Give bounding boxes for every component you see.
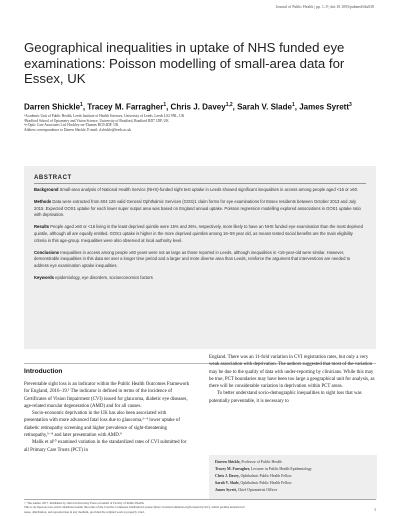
author-role-line <box>215 480 371 487</box>
right-column <box>209 354 377 405</box>
running-head: Journal of Public Health | pp. 1–9 | doi:10.1093/pubmed/fdu038 <box>275 5 374 9</box>
body-paragraph: Socio-economic deprivation in the UK has also been associated with presentation with more advanced fatal loss due to glaucoma,²⁻⁴ lower uptake of diabetic retinopathy screening and higher prevalence of sight-threatening retinopathy,⁵⁻⁸ and later presentation with AMD.⁹ <box>24 411 180 439</box>
abstract-text: Small-area analysis of National Health Service (NHS)-funded sight test uptake in Leeds showed significant inequalities in access among people aged <16 or ≥60. <box>58 187 359 192</box>
abstract-paragraph <box>34 187 366 194</box>
body-paragraph: Malik et al¹⁰ examined variation in the standardized rates of CVI submitted for all Primary Care Trusts (PCT) in <box>24 440 187 453</box>
footer-line: This is an Open Access article distributed under the terms of the Creative Commons Attribution License (http://creativecommons.org/licenses/by/4.0/), which permits unrestricted <box>24 505 245 510</box>
affiliation-line: ³e-Optic Care Associates Ltd, Hockley-on-Thames RG9 4DF, UK <box>24 123 119 128</box>
author-role-title: Lecturer in Public Health Epidemiology <box>250 467 312 471</box>
left-column <box>24 381 190 454</box>
page-number: 1 <box>374 507 376 512</box>
keywords-text: epidemiology, eye disorders, socioeconomics factors <box>54 274 153 280</box>
footer-line: reuse, distribution, and reproduction in any medium, provided the original work is properly cited. <box>24 509 145 514</box>
author-role-title: Chief Optometrist Officer <box>236 488 278 492</box>
author-role-name: Sarah V. Slade, <box>215 481 240 485</box>
abstract-body <box>34 187 366 287</box>
author-sep: , <box>294 102 300 112</box>
correspondence-line: Address correspondence to Darren Shickle, E-mail: d.shickle@leeds.ac.uk <box>24 128 132 133</box>
abstract-heading: ABSTRACT <box>34 175 72 181</box>
body-paragraph: Preventable sight loss is an indicator within the Public Health Outcomes Framework for England, 2016–19.¹ The indicator is defined in terms of the incidence of Certificates of Vision Impairment (CVI) issued for glaucoma, diabetic eye diseases, age-related macular degeneration (AMD) and for all causes. <box>24 382 190 409</box>
keywords-label: Keywords <box>34 274 55 280</box>
abstract-text: Data were extracted from 604 126 valid General Ophthalmic Services (GOS)1 claim forms for eye examinations for Essex residents between October 2013 and July 2015. Expected GOS1 uptake for each lower super output area was based on England annual uptake. Poisson regression modelling explored associations in GOS1 uptake ratio with deprivation. <box>34 198 361 218</box>
author-role-title: Ophthalmic Public Health Fellow <box>239 481 292 485</box>
author-sup: 3 <box>349 102 352 108</box>
abstract-divider <box>34 183 366 184</box>
author-role-name: Darren Shickle, <box>215 460 241 464</box>
author-role-line <box>215 459 371 466</box>
affiliation-line: ²Bradford School of Optometry and Vision Science, University of Bradford, Bradford BD7 1DP, UK <box>24 118 169 123</box>
author-name: Tracey M. Farragher <box>87 102 164 112</box>
abstract-paragraph <box>34 224 366 244</box>
affiliation-line: ¹Academic Unit of Public Health, Leeds Institute of Health Sciences, University of Leeds, Leeds LS2 9NL, UK <box>24 114 185 118</box>
author-list <box>24 102 384 112</box>
abstract-label: Background <box>34 187 59 192</box>
abstract-label: Conclusions <box>34 249 60 255</box>
author-sup: 1 <box>80 102 83 108</box>
author-sup: 1 <box>163 102 167 108</box>
author-name: Darren Shickle <box>24 102 81 112</box>
abstract-label: Methods <box>34 198 52 204</box>
abstract-paragraph <box>34 250 366 270</box>
abstract-label: Results <box>34 224 50 230</box>
author-sup: 1 <box>291 102 295 108</box>
author-role-line <box>215 473 371 480</box>
abstract-paragraph <box>34 199 366 219</box>
author-roles-box <box>209 455 377 499</box>
footer-divider <box>24 499 376 500</box>
author-role-name: James Syrett, <box>215 488 237 492</box>
body-paragraph: To better understand socio-demographic inequalities in sight loss that was potentially preventable, it is necessary to <box>209 391 362 404</box>
keywords <box>34 275 366 282</box>
abstract-text: Inequalities in access among people ≥60 years were not as large as those reported in Leeds, although inequalities in <16-year-old were similar. However, demonstrable inequalities in this data set over a longer time period and a larger and more diverse area than Leeds, reinforce the argument that interventions are needed to address eye examination uptake inequalities. <box>34 249 351 269</box>
abstract-box <box>24 166 376 349</box>
author-role-line <box>215 466 371 473</box>
author-role-name: Tracey M. Farragher, <box>215 467 251 471</box>
author-role-title: Ophthalmic Public Health Fellow <box>239 474 292 478</box>
author-sep: , <box>166 102 171 112</box>
copyright-footer <box>24 501 376 514</box>
author-name: Sarah V. Slade <box>237 102 292 112</box>
author-sep: , <box>232 102 238 112</box>
abstract-text: People aged ≥60 or <16 living in the least deprived quintile were 15% and 26%, respectively, more likely to have an NHS funded eye examination than the most deprived quintile, although all are equally entitled. GOS1 uptake is higher in the more deprived quintiles among 16–59 year old, as means tested social benefits are the main eligibility criteria in this age-group. Inequalities were also observed at local authority level. <box>34 224 363 243</box>
author-name: Chris J. Davey <box>170 102 226 112</box>
body-paragraph: England. There was an 11-fold variation in CVI registration rates, but only a very weak association with deprivation. The authors suggested that most of the variation may be due to the quality of data with under-reporting by clinicians. While this may be true, PCT boundaries may have been too large a geographical unit for analysis, as there will be considerable variation in deprivation within PCT areas. <box>209 355 375 390</box>
author-sep: , <box>82 102 88 112</box>
footer-line: © The Author 2017. Published by Oxford University Press on behalf of Faculty of Public Health. <box>24 501 145 505</box>
introduction-heading: Introduction <box>24 368 63 375</box>
article-title: Geographical inequalities in uptake of NHS funded eye examinations: Poisson modelling of small-area data for Essex, UK <box>24 40 345 86</box>
author-role-line <box>215 487 371 494</box>
author-name: James Syrett <box>299 102 349 112</box>
author-role-title: Professor of Public Health <box>240 460 282 464</box>
author-role-name: Chris J. Davey, <box>215 474 240 478</box>
affiliations <box>24 114 374 133</box>
author-sup: 1,2 <box>225 102 233 108</box>
